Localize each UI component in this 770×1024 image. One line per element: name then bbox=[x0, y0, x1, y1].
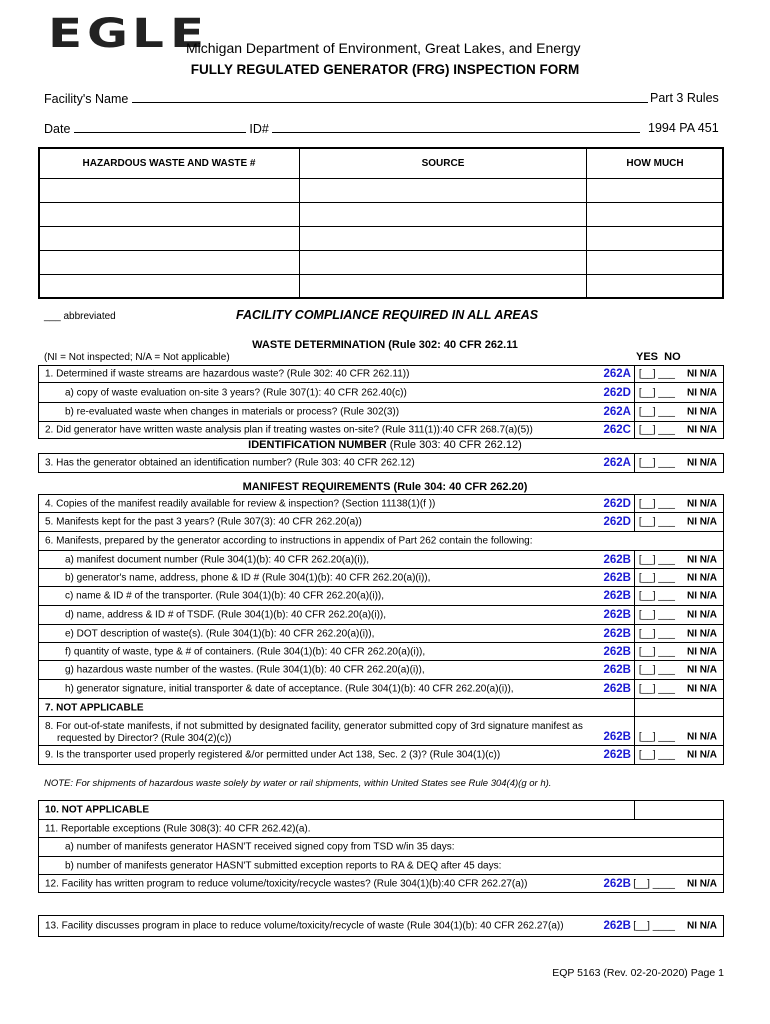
rule-code: 262B bbox=[603, 609, 631, 621]
id-field[interactable] bbox=[272, 121, 640, 133]
id-label: ID# bbox=[249, 122, 269, 136]
ni-na-options[interactable]: NI N/A bbox=[687, 368, 717, 380]
ni-na-options[interactable]: NI N/A bbox=[687, 590, 717, 602]
question-text: 1. Determined if waste streams are hazardous waste? (Rule 302: 40 CFR 262.11)) bbox=[45, 368, 410, 380]
yes-no-answer[interactable]: [__] ___ bbox=[638, 368, 675, 380]
ni-na-options[interactable]: NI N/A bbox=[687, 457, 717, 469]
rule-code: 262B bbox=[603, 877, 631, 890]
ni-na-options[interactable]: NI N/A bbox=[687, 920, 717, 932]
yes-no-answer[interactable]: [__] ___ bbox=[638, 572, 675, 583]
waste-determination-title: WASTE DETERMINATION (Rule 302: 40 CFR 262.11 bbox=[252, 339, 518, 351]
identification-title-rule: (Rule 303: 40 CFR 262.12) bbox=[386, 439, 522, 451]
identification-title bbox=[0, 439, 770, 451]
rule-code: 262B bbox=[603, 590, 631, 602]
ni-na-options[interactable]: NI N/A bbox=[687, 554, 717, 565]
question-text: b) re-evaluated waste when changes in materials or process? (Rule 302(3)) bbox=[65, 406, 400, 418]
yes-no-answer[interactable]: [__] ___ bbox=[638, 457, 675, 469]
pa-reference: 1994 PA 451 bbox=[648, 121, 719, 135]
compliance-title: FACILITY COMPLIANCE REQUIRED IN ALL AREAS bbox=[236, 308, 539, 322]
logo-letter: L bbox=[132, 11, 165, 57]
question-row bbox=[38, 661, 724, 680]
question-row bbox=[38, 875, 724, 893]
question-row bbox=[38, 403, 724, 422]
table-row bbox=[39, 203, 724, 227]
question-text: g) hazardous waste number of the wastes. (Rule 304(1)(b): 40 CFR 262.20(a)(i)), bbox=[65, 664, 425, 676]
facility-name-field[interactable] bbox=[132, 91, 648, 103]
rule-code: 262D bbox=[603, 516, 631, 528]
question-text: 5. Manifests kept for the past 3 years? (Rule 307(3): 40 CFR 262.20(a)) bbox=[45, 516, 362, 528]
question-row bbox=[38, 453, 724, 473]
rule-code: 262A bbox=[603, 406, 631, 418]
question-row bbox=[38, 569, 724, 587]
rule-code: 262B bbox=[603, 553, 631, 566]
column-divider bbox=[634, 365, 635, 439]
question-text: 3. Has the generator obtained an identification number? (Rule 303: 40 CFR 262.12) bbox=[45, 457, 415, 469]
question-row bbox=[38, 699, 724, 717]
question-text: b) number of manifests generator HASN'T submitted exception reports to RA & DEQ after 45 days: bbox=[65, 860, 502, 871]
waste-cell[interactable] bbox=[39, 203, 300, 227]
logo-letter: E bbox=[169, 11, 204, 57]
column-divider bbox=[634, 494, 635, 532]
part-rules: Part 3 Rules bbox=[650, 91, 719, 105]
rule-code: 262B bbox=[603, 571, 631, 584]
yes-no-answer[interactable]: [__] ___ bbox=[638, 387, 675, 398]
rule-code: 262B bbox=[603, 731, 631, 743]
question-row bbox=[38, 717, 724, 746]
col-header-source: SOURCE bbox=[300, 148, 587, 179]
col-header-how-much: HOW MUCH bbox=[587, 148, 724, 179]
agency-name: Michigan Department of Environment, Great Lakes, and Energy bbox=[186, 40, 581, 56]
table-row bbox=[39, 251, 724, 275]
how-much-cell[interactable] bbox=[587, 227, 724, 251]
facility-name-line bbox=[44, 91, 648, 106]
question-text: a) number of manifests generator HASN'T received signed copy from TSD w/in 35 days: bbox=[65, 841, 455, 853]
footer-form-id: EQP 5163 (Rev. 02-20-2020) Page 1 bbox=[552, 967, 724, 979]
source-cell[interactable] bbox=[300, 275, 587, 299]
question-row bbox=[38, 820, 724, 838]
question-row bbox=[38, 800, 724, 820]
question-row bbox=[38, 532, 724, 551]
waste-table bbox=[38, 147, 724, 299]
yes-no-answer[interactable]: [__] ___ bbox=[638, 731, 675, 743]
yes-no-answer[interactable]: [__] ___ bbox=[638, 554, 675, 565]
question-row bbox=[38, 494, 724, 513]
yes-no-header: YES NO bbox=[636, 351, 681, 363]
question-text: a) manifest document number (Rule 304(1)(b): 40 CFR 262.20(a)(i)), bbox=[65, 554, 370, 565]
question-text: 11. Reportable exceptions (Rule 308(3): 40 CFR 262.42)(a). bbox=[45, 823, 311, 834]
rule-code: 262C bbox=[603, 424, 631, 436]
rule-code: 262B bbox=[603, 683, 631, 695]
column-divider bbox=[634, 551, 635, 765]
legend: (NI = Not inspected; N/A = Not applicable) bbox=[44, 352, 230, 363]
yes-no-answer[interactable]: [__] ___ bbox=[638, 749, 675, 761]
ni-na-options[interactable]: NI N/A bbox=[687, 731, 717, 743]
yes-no-answer[interactable]: [__] ____ bbox=[633, 920, 675, 932]
question-row bbox=[38, 857, 724, 875]
source-cell[interactable] bbox=[300, 203, 587, 227]
question-text: 10. NOT APPLICABLE bbox=[45, 804, 150, 816]
rule-code: 262B bbox=[603, 627, 631, 640]
question-text: 8. For out-of-state manifests, if not submitted by designated facility, generator submitted copy of 3rd signature manifest as bbox=[45, 721, 583, 732]
question-text: 7. NOT APPLICABLE bbox=[45, 702, 144, 713]
question-text: 2. Did generator have written waste analysis plan if treating wastes on-site? (Rule 311(1)):40 CFR 268.7(a)(5)) bbox=[45, 424, 533, 436]
question-row bbox=[38, 587, 724, 606]
rule-code: 262A bbox=[603, 457, 631, 469]
date-field[interactable] bbox=[74, 121, 246, 133]
question-text: 4. Copies of the manifest readily available for review & inspection? (Section 11138(1)(f )) bbox=[45, 498, 436, 509]
yes-no-answer[interactable]: [__] ___ bbox=[638, 646, 675, 657]
question-row bbox=[38, 643, 724, 661]
yes-no-answer[interactable]: [__] ___ bbox=[638, 516, 675, 528]
waste-cell[interactable] bbox=[39, 275, 300, 299]
abbreviated-checkbox[interactable]: ___ abbreviated bbox=[44, 311, 116, 322]
question-text-cont: requested by Director? (Rule 304(2)(c)) bbox=[57, 733, 232, 744]
ni-na-options[interactable]: NI N/A bbox=[687, 664, 717, 676]
rule-code: 262D bbox=[603, 497, 631, 510]
yes-no-answer[interactable]: [__] ___ bbox=[638, 609, 675, 621]
ni-na-options[interactable]: NI N/A bbox=[687, 387, 717, 398]
ni-na-options[interactable]: NI N/A bbox=[687, 516, 717, 528]
ni-na-options[interactable]: NI N/A bbox=[687, 683, 717, 695]
question-text: h) generator signature, initial transporter & date of acceptance. (Rule 304(1)(b): 40 CFR 262.20(a)(i)), bbox=[65, 683, 514, 695]
question-text: e) DOT description of waste(s). (Rule 304(1)(b): 40 CFR 262.20(a)(i)), bbox=[65, 628, 375, 639]
question-row bbox=[38, 625, 724, 643]
how-much-cell[interactable] bbox=[587, 179, 724, 203]
question-text: 12. Facility has written program to reduce volume/toxicity/recycle wastes? (Rule 304(1)(b):40 CFR 262.27(a)) bbox=[45, 878, 528, 889]
question-text: b) generator's name, address, phone & ID # (Rule 304(1)(b): 40 CFR 262.20(a)(i)), bbox=[65, 572, 431, 583]
column-divider bbox=[634, 800, 635, 820]
waste-cell[interactable] bbox=[39, 251, 300, 275]
question-text: 13. Facility discusses program in place to reduce volume/toxicity/recycle of waste (Rule 304(1)(b): 40 CFR 262.27(a)) bbox=[45, 920, 564, 932]
ni-na-options[interactable]: NI N/A bbox=[687, 498, 717, 509]
question-row bbox=[38, 422, 724, 439]
question-row bbox=[38, 680, 724, 699]
yes-no-answer[interactable]: [__] ____ bbox=[633, 878, 675, 889]
how-much-cell[interactable] bbox=[587, 251, 724, 275]
form-title: FULLY REGULATED GENERATOR (FRG) INSPECTION FORM bbox=[190, 62, 580, 77]
source-cell[interactable] bbox=[300, 227, 587, 251]
how-much-cell[interactable] bbox=[587, 203, 724, 227]
ni-na-options[interactable]: NI N/A bbox=[687, 878, 717, 889]
question-text: d) name, address & ID # of TSDF. (Rule 304(1)(b): 40 CFR 262.20(a)(i)), bbox=[65, 609, 387, 621]
column-divider bbox=[634, 453, 635, 473]
ni-na-options[interactable]: NI N/A bbox=[687, 424, 717, 436]
date-label: Date bbox=[44, 122, 71, 136]
note-text: NOTE: For shipments of hazardous waste solely by water or rail shipments, within United States see Rule 304(4)(g or h). bbox=[44, 778, 552, 789]
ni-na-options[interactable]: NI N/A bbox=[687, 406, 717, 418]
source-cell[interactable] bbox=[300, 251, 587, 275]
rule-code: 262B bbox=[603, 664, 631, 676]
source-cell[interactable] bbox=[300, 179, 587, 203]
question-text: c) name & ID # of the transporter. (Rule 304(1)(b): 40 CFR 262.20(a)(i)), bbox=[65, 590, 385, 602]
question-row bbox=[38, 746, 724, 765]
question-row bbox=[38, 838, 724, 857]
table-row bbox=[39, 275, 724, 299]
rule-code: 262D bbox=[603, 386, 631, 399]
date-id-line bbox=[44, 121, 640, 136]
question-text: f) quantity of waste, type & # of containers. (Rule 304(1)(b): 40 CFR 262.20(a)(i)), bbox=[65, 646, 426, 657]
waste-cell[interactable] bbox=[39, 179, 300, 203]
rule-code: 262B bbox=[603, 749, 631, 761]
ni-na-options[interactable]: NI N/A bbox=[687, 749, 717, 761]
question-row bbox=[38, 513, 724, 532]
col-header-waste: HAZARDOUS WASTE AND WASTE # bbox=[39, 148, 300, 179]
ni-na-options[interactable]: NI N/A bbox=[687, 572, 717, 583]
question-row bbox=[38, 383, 724, 403]
yes-no-answer[interactable]: [__] ___ bbox=[638, 590, 675, 602]
question-row bbox=[38, 365, 724, 383]
yes-no-answer[interactable]: [__] ___ bbox=[638, 498, 675, 509]
yes-no-answer[interactable]: [__] ___ bbox=[638, 424, 675, 436]
rule-code: 262A bbox=[603, 368, 631, 380]
logo-letter: E bbox=[48, 11, 83, 57]
table-row bbox=[39, 227, 724, 251]
question-row bbox=[38, 915, 724, 937]
question-text: a) copy of waste evaluation on-site 3 years? (Rule 307(1): 40 CFR 262.40(c)) bbox=[65, 387, 407, 398]
yes-no-answer[interactable]: [__] ___ bbox=[638, 628, 675, 639]
question-row bbox=[38, 551, 724, 569]
question-text: 6. Manifests, prepared by the generator according to instructions in appendix of Part 262 contain the following: bbox=[45, 535, 533, 547]
ni-na-options[interactable]: NI N/A bbox=[687, 628, 717, 639]
ni-na-options[interactable]: NI N/A bbox=[687, 609, 717, 621]
identification-title-bold: IDENTIFICATION NUMBER bbox=[248, 439, 387, 451]
how-much-cell[interactable] bbox=[587, 275, 724, 299]
table-row bbox=[39, 179, 724, 203]
question-text: 9. Is the transporter used properly registered &/or permitted under Act 138, Sec. 2 (3)? (Rule 304(1)(c)) bbox=[45, 749, 501, 761]
waste-cell[interactable] bbox=[39, 227, 300, 251]
question-row bbox=[38, 606, 724, 625]
yes-no-answer[interactable]: [__] ___ bbox=[638, 406, 675, 418]
yes-no-answer[interactable]: [__] ___ bbox=[638, 683, 675, 695]
ni-na-options[interactable]: NI N/A bbox=[687, 646, 717, 657]
rule-code: 262B bbox=[603, 645, 631, 658]
yes-no-answer[interactable]: [__] ___ bbox=[638, 664, 675, 676]
egle-logo bbox=[48, 11, 207, 57]
logo-letter: G bbox=[87, 11, 129, 57]
rule-code: 262B bbox=[603, 920, 631, 932]
manifest-title: MANIFEST REQUIREMENTS (Rule 304: 40 CFR 262.20) bbox=[242, 481, 528, 493]
facility-label: Facility's Name bbox=[44, 92, 129, 106]
